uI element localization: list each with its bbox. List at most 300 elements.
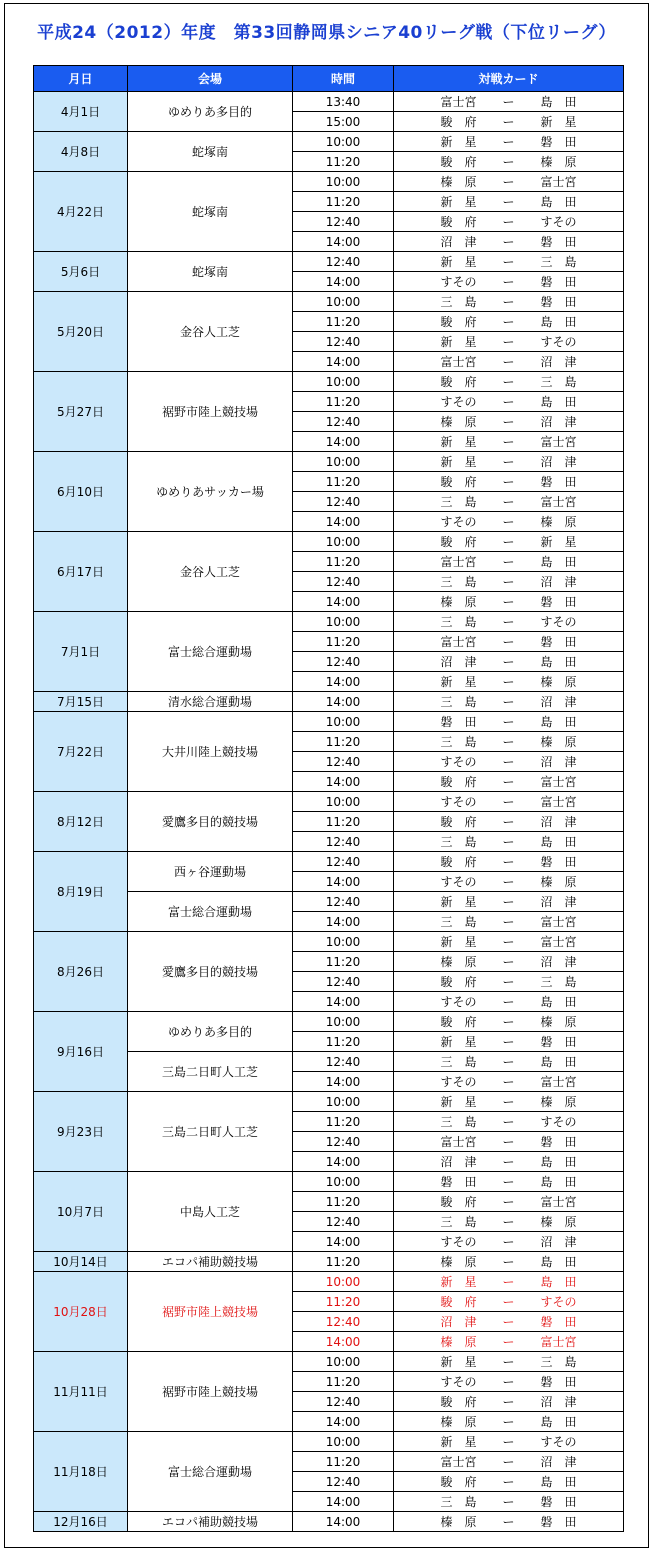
header-venue: 会場 [128,66,293,92]
home-team: 三 島 [440,915,477,929]
match-date: 9月16日 [34,1012,128,1092]
schedule-table [33,65,624,1532]
match-card [394,1352,624,1372]
match-time: 13:40 [293,92,394,112]
home-team: すその [440,875,477,889]
away-team: 榛 原 [540,675,577,689]
match-date: 8月26日 [34,932,128,1012]
match-venue: 富士総合運動場 [128,892,293,932]
away-team: 榛 原 [540,1215,577,1229]
match-card [394,112,624,132]
match-card [394,452,624,472]
away-team: 新 星 [540,115,577,129]
table-row [34,692,624,712]
versus-dash: ー [502,335,515,349]
away-team: 富士宮 [540,175,577,189]
match-card [394,92,624,112]
match-card [394,1472,624,1492]
match-card [394,212,624,232]
versus-dash: ー [502,1095,515,1109]
match-time: 11:20 [293,812,394,832]
match-venue: 西ヶ谷運動場 [128,852,293,892]
home-team: 榛 原 [440,175,477,189]
home-team: 新 星 [440,435,477,449]
match-venue: 蛇塚南 [128,132,293,172]
home-team: 駿 府 [440,1195,477,1209]
match-time: 11:20 [293,152,394,172]
match-venue: 三島二日町人工芝 [128,1052,293,1092]
header-date: 月日 [34,66,128,92]
away-team: 島 田 [540,1415,577,1429]
match-time: 11:20 [293,312,394,332]
match-venue: ゆめりあ多目的 [128,92,293,132]
match-card [394,772,624,792]
match-date: 7月1日 [34,612,128,692]
match-date: 8月19日 [34,852,128,932]
away-team: 島 田 [540,1175,577,1189]
match-time: 10:00 [293,1092,394,1112]
match-time: 14:00 [293,692,394,712]
match-time: 11:20 [293,192,394,212]
home-team: 磐 田 [440,715,477,729]
versus-dash: ー [502,1115,515,1129]
versus-dash: ー [502,695,515,709]
match-venue: 愛鷹多目的競技場 [128,932,293,1012]
away-team: 三 島 [540,1355,577,1369]
home-team: 新 星 [440,135,477,149]
match-card [394,672,624,692]
away-team: 沼 津 [540,355,577,369]
away-team: 島 田 [540,1055,577,1069]
match-card [394,1052,624,1072]
match-time: 12:40 [293,1472,394,1492]
table-row [34,1172,624,1192]
versus-dash: ー [502,1295,515,1309]
versus-dash: ー [502,215,515,229]
match-time: 10:00 [293,172,394,192]
home-team: 富士宮 [440,555,477,569]
versus-dash: ー [502,1475,515,1489]
table-row [34,612,624,632]
table-row [34,932,624,952]
away-team: すその [540,1115,577,1129]
away-team: 島 田 [540,195,577,209]
match-card [394,512,624,532]
match-time: 14:00 [293,1152,394,1172]
away-team: すその [540,335,577,349]
match-time: 10:00 [293,1352,394,1372]
table-row [34,1272,624,1292]
home-team: 駿 府 [440,1475,477,1489]
match-time: 11:20 [293,392,394,412]
away-team: 島 田 [540,1255,577,1269]
match-card [394,332,624,352]
match-venue: 裾野市陸上競技場 [128,1272,293,1352]
away-team: 沼 津 [540,1455,577,1469]
match-card [394,252,624,272]
versus-dash: ー [502,295,515,309]
away-team: 磐 田 [540,135,577,149]
page-title: 平成24（2012）年度 第33回静岡県シニア40リーグ戦（下位リーグ） [37,23,616,43]
home-team: 駿 府 [440,1015,477,1029]
versus-dash: ー [502,315,515,329]
match-card [394,992,624,1012]
away-team: 磐 田 [540,295,577,309]
versus-dash: ー [502,435,515,449]
versus-dash: ー [502,535,515,549]
match-card [394,832,624,852]
home-team: 駿 府 [440,375,477,389]
match-time: 14:00 [293,432,394,452]
match-card [394,492,624,512]
match-venue: エコパ補助競技場 [128,1512,293,1532]
away-team: 島 田 [540,315,577,329]
home-team: すその [440,1235,477,1249]
away-team: 磐 田 [540,635,577,649]
versus-dash: ー [502,1395,515,1409]
table-row [34,712,624,732]
home-team: すその [440,275,477,289]
home-team: 三 島 [440,575,477,589]
match-venue: 金谷人工芝 [128,532,293,612]
away-team: すその [540,215,577,229]
match-card [394,592,624,612]
home-team: 富士宮 [440,355,477,369]
versus-dash: ー [502,1275,515,1289]
match-time: 10:00 [293,612,394,632]
versus-dash: ー [502,975,515,989]
match-card [394,372,624,392]
match-card [394,892,624,912]
versus-dash: ー [502,455,515,469]
match-time: 12:40 [293,1392,394,1412]
home-team: 駿 府 [440,855,477,869]
away-team: 沼 津 [540,815,577,829]
match-card [394,1152,624,1172]
away-team: 沼 津 [540,575,577,589]
match-venue: ゆめりあサッカー場 [128,452,293,532]
match-venue: 愛鷹多目的競技場 [128,792,293,852]
match-card [394,792,624,812]
home-team: 新 星 [440,255,477,269]
match-date: 5月27日 [34,372,128,452]
match-card [394,1272,624,1292]
match-time: 12:40 [293,972,394,992]
home-team: 駿 府 [440,1295,477,1309]
versus-dash: ー [502,775,515,789]
match-venue: 清水総合運動場 [128,692,293,712]
away-team: 磐 田 [540,1315,577,1329]
versus-dash: ー [502,1335,515,1349]
match-card [394,552,624,572]
versus-dash: ー [502,1075,515,1089]
away-team: 島 田 [540,655,577,669]
versus-dash: ー [502,475,515,489]
match-card [394,1252,624,1272]
away-team: 榛 原 [540,155,577,169]
match-card [394,852,624,872]
match-date: 6月17日 [34,532,128,612]
match-card [394,232,624,252]
away-team: 富士宮 [540,1195,577,1209]
home-team: 榛 原 [440,1415,477,1429]
match-time: 11:20 [293,1452,394,1472]
versus-dash: ー [502,555,515,569]
match-date: 10月28日 [34,1272,128,1352]
home-team: 三 島 [440,735,477,749]
match-card [394,1172,624,1192]
match-time: 11:20 [293,1252,394,1272]
match-card [394,1292,624,1312]
away-team: すその [540,1295,577,1309]
away-team: 沼 津 [540,455,577,469]
versus-dash: ー [502,1015,515,1029]
match-card [394,652,624,672]
away-team: 磐 田 [540,855,577,869]
match-time: 12:40 [293,892,394,912]
home-team: 沼 津 [440,1315,477,1329]
away-team: 沼 津 [540,955,577,969]
away-team: 島 田 [540,835,577,849]
match-card [394,972,624,992]
match-venue: 金谷人工芝 [128,292,293,372]
home-team: 駿 府 [440,475,477,489]
match-time: 12:40 [293,752,394,772]
match-time: 14:00 [293,1072,394,1092]
versus-dash: ー [502,795,515,809]
versus-dash: ー [502,1315,515,1329]
match-time: 14:00 [293,672,394,692]
match-card [394,1032,624,1052]
match-card [394,172,624,192]
table-row [34,1432,624,1452]
match-venue: 裾野市陸上競技場 [128,372,293,452]
away-team: 榛 原 [540,1015,577,1029]
match-time: 12:40 [293,1052,394,1072]
versus-dash: ー [502,1135,515,1149]
match-card [394,472,624,492]
match-card [394,732,624,752]
match-card [394,392,624,412]
away-team: 磐 田 [540,1035,577,1049]
match-time: 14:00 [293,1412,394,1432]
match-time: 11:20 [293,632,394,652]
home-team: 沼 津 [440,235,477,249]
away-team: 榛 原 [540,875,577,889]
home-team: 榛 原 [440,955,477,969]
home-team: 三 島 [440,495,477,509]
versus-dash: ー [502,515,515,529]
away-team: 富士宮 [540,915,577,929]
away-team: 磐 田 [540,235,577,249]
home-team: 新 星 [440,335,477,349]
versus-dash: ー [502,635,515,649]
away-team: 島 田 [540,1275,577,1289]
match-card [394,612,624,632]
match-time: 12:40 [293,492,394,512]
away-team: 磐 田 [540,475,577,489]
match-time: 10:00 [293,292,394,312]
match-date: 11月18日 [34,1432,128,1512]
versus-dash: ー [502,1435,515,1449]
versus-dash: ー [502,855,515,869]
versus-dash: ー [502,155,515,169]
match-date: 4月22日 [34,172,128,252]
versus-dash: ー [502,875,515,889]
match-time: 11:20 [293,552,394,572]
home-team: 新 星 [440,1035,477,1049]
match-card [394,1452,624,1472]
versus-dash: ー [502,395,515,409]
home-team: 榛 原 [440,1515,477,1529]
match-venue: 三島二日町人工芝 [128,1092,293,1172]
match-card [394,292,624,312]
versus-dash: ー [502,1515,515,1529]
away-team: 榛 原 [540,1095,577,1109]
versus-dash: ー [502,835,515,849]
match-time: 11:20 [293,1112,394,1132]
home-team: 駿 府 [440,815,477,829]
match-card [394,272,624,292]
match-venue: 富士総合運動場 [128,1432,293,1512]
home-team: 駿 府 [440,975,477,989]
match-time: 14:00 [293,772,394,792]
table-row [34,252,624,272]
versus-dash: ー [502,1455,515,1469]
versus-dash: ー [502,255,515,269]
versus-dash: ー [502,1235,515,1249]
versus-dash: ー [502,195,515,209]
home-team: 磐 田 [440,1175,477,1189]
match-date: 8月12日 [34,792,128,852]
versus-dash: ー [502,95,515,109]
versus-dash: ー [502,115,515,129]
match-card [394,932,624,952]
away-team: 三 島 [540,255,577,269]
away-team: 富士宮 [540,1335,577,1349]
match-time: 11:20 [293,472,394,492]
match-date: 9月23日 [34,1092,128,1172]
home-team: 三 島 [440,1115,477,1129]
versus-dash: ー [502,1195,515,1209]
home-team: 三 島 [440,1215,477,1229]
away-team: 沼 津 [540,755,577,769]
match-venue: 大井川陸上競技場 [128,712,293,792]
match-time: 14:00 [293,592,394,612]
match-card [394,432,624,452]
home-team: すその [440,515,477,529]
home-team: 新 星 [440,675,477,689]
home-team: 沼 津 [440,655,477,669]
versus-dash: ー [502,175,515,189]
table-row [34,372,624,392]
versus-dash: ー [502,955,515,969]
away-team: 沼 津 [540,895,577,909]
versus-dash: ー [502,595,515,609]
table-row [34,792,624,812]
match-time: 10:00 [293,1272,394,1292]
match-time: 10:00 [293,1172,394,1192]
match-venue: 富士総合運動場 [128,612,293,692]
home-team: 榛 原 [440,595,477,609]
table-row [34,132,624,152]
match-venue: 蛇塚南 [128,172,293,252]
match-card [394,1312,624,1332]
match-card [394,1112,624,1132]
versus-dash: ー [502,715,515,729]
match-time: 10:00 [293,452,394,472]
match-venue: 裾野市陸上競技場 [128,1352,293,1432]
home-team: 榛 原 [440,1335,477,1349]
home-team: 新 星 [440,895,477,909]
match-time: 10:00 [293,132,394,152]
versus-dash: ー [502,1035,515,1049]
home-team: 三 島 [440,835,477,849]
versus-dash: ー [502,935,515,949]
match-time: 11:20 [293,1192,394,1212]
match-time: 12:40 [293,212,394,232]
table-row [34,1352,624,1372]
match-venue: 中島人工芝 [128,1172,293,1252]
home-team: 新 星 [440,1275,477,1289]
home-team: 新 星 [440,1095,477,1109]
table-row [34,92,624,112]
match-date: 10月14日 [34,1252,128,1272]
home-team: 駿 府 [440,535,477,549]
match-card [394,692,624,712]
match-time: 14:00 [293,1232,394,1252]
versus-dash: ー [502,235,515,249]
away-team: 島 田 [540,995,577,1009]
versus-dash: ー [502,995,515,1009]
home-team: 駿 府 [440,155,477,169]
home-team: 駿 府 [440,115,477,129]
match-time: 14:00 [293,512,394,532]
away-team: 沼 津 [540,1235,577,1249]
match-time: 12:40 [293,572,394,592]
versus-dash: ー [502,495,515,509]
away-team: 富士宮 [540,795,577,809]
versus-dash: ー [502,1255,515,1269]
match-card [394,412,624,432]
match-card [394,1212,624,1232]
versus-dash: ー [502,735,515,749]
match-time: 10:00 [293,532,394,552]
home-team: すその [440,755,477,769]
match-time: 12:40 [293,1212,394,1232]
match-card [394,1412,624,1432]
match-venue: エコパ補助競技場 [128,1252,293,1272]
match-time: 11:20 [293,952,394,972]
home-team: 三 島 [440,1495,477,1509]
match-card [394,1192,624,1212]
match-time: 14:00 [293,232,394,252]
away-team: 富士宮 [540,775,577,789]
home-team: すその [440,395,477,409]
match-time: 14:00 [293,872,394,892]
home-team: 駿 府 [440,215,477,229]
versus-dash: ー [502,575,515,589]
header-card: 対戦カード [394,66,624,92]
away-team: 島 田 [540,555,577,569]
match-card [394,952,624,972]
match-date: 7月22日 [34,712,128,792]
home-team: 新 星 [440,455,477,469]
away-team: 沼 津 [540,695,577,709]
away-team: 島 田 [540,1155,577,1169]
home-team: 三 島 [440,295,477,309]
match-venue: 蛇塚南 [128,252,293,292]
